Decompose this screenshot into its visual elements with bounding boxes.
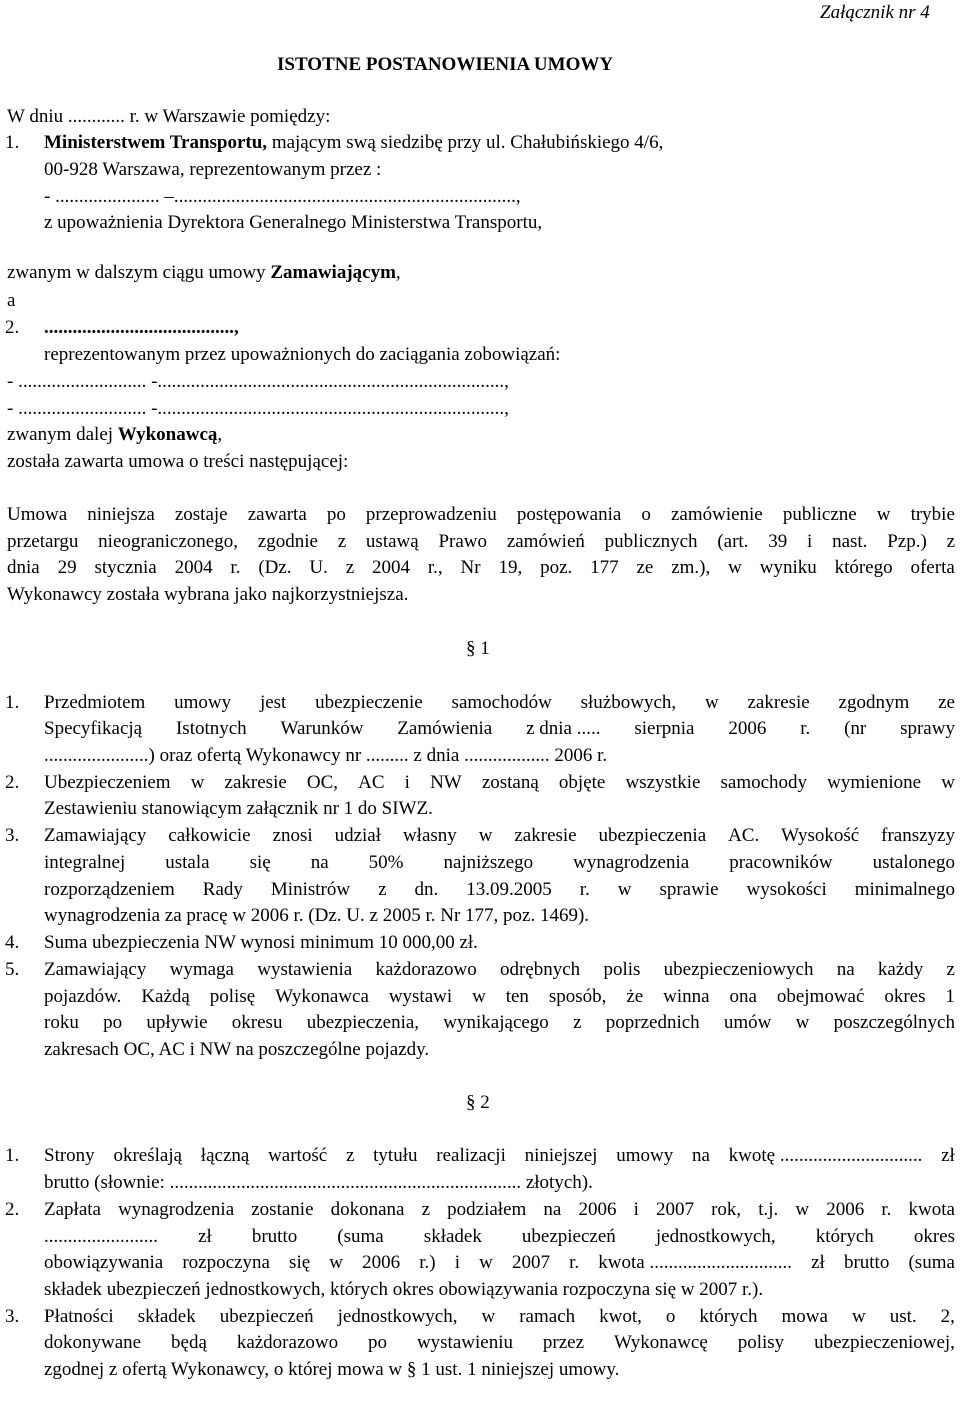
word: U. — [309, 557, 328, 578]
word: okres — [913, 1226, 955, 1247]
word: na — [691, 1145, 710, 1166]
word: r. — [230, 557, 241, 578]
s1-p5-line-2 — [44, 984, 955, 1011]
word: określają — [113, 1145, 183, 1166]
word: rozporządzeniem — [44, 879, 175, 900]
word: brutto — [251, 1226, 298, 1247]
word: sierpnia — [634, 718, 695, 739]
word: o — [641, 504, 651, 525]
s1-p2-number: 2. — [5, 772, 20, 793]
word: wymaga — [169, 959, 234, 980]
word: po — [368, 1332, 388, 1353]
word: postępowania — [516, 504, 622, 525]
s2-p3-number: 3. — [5, 1306, 20, 1327]
word: poszczególnych — [833, 1012, 955, 1033]
word: jest — [259, 692, 287, 713]
party1-line3: - ...................... –........................................................................, — [44, 186, 521, 207]
zamawiajacy-name: Zamawiającym — [270, 262, 396, 283]
word: realizacji — [436, 1145, 506, 1166]
word: odrębnych — [499, 959, 581, 980]
word: na — [836, 959, 855, 980]
s1-p5-line-1 — [44, 957, 955, 984]
word: Zamawiający — [44, 825, 147, 846]
s1-p2-line-2: Zestawieniu stanowiącym załącznik nr 1 do SIWZ. — [44, 798, 433, 819]
word: polisę — [209, 986, 256, 1007]
word: Pzp.) — [887, 531, 927, 552]
word: kwot, — [599, 1306, 642, 1327]
zamawiajacy-line — [7, 260, 401, 287]
and-word: a — [7, 290, 16, 311]
word: samochodów — [451, 692, 552, 713]
wykonawca-prefix: zwanym dalej — [7, 424, 118, 445]
s1-p1-line-2 — [44, 716, 955, 743]
word: w — [481, 1306, 496, 1327]
word: z — [378, 879, 387, 900]
word: ona — [729, 986, 757, 1007]
intro-line-1 — [7, 502, 955, 529]
word: z — [573, 1012, 582, 1033]
word: na — [543, 1199, 562, 1220]
word: umowy — [174, 692, 232, 713]
party1-name: Ministerstwem Transportu, — [44, 132, 268, 153]
word: zostanie — [251, 1199, 314, 1220]
word: ubezpieczenia — [598, 825, 707, 846]
word: kwota — [908, 1199, 955, 1220]
s1-p3-line-3 — [44, 877, 955, 904]
word: Wysokość — [781, 825, 860, 846]
party1-number: 1. — [5, 132, 20, 153]
word: wynikającego — [443, 1012, 549, 1033]
word: w — [617, 879, 632, 900]
word: dnia — [7, 557, 40, 578]
word: Strony — [44, 1145, 95, 1166]
word: dokonana — [330, 1199, 405, 1220]
word: r. — [569, 1252, 580, 1273]
word: r. — [579, 879, 590, 900]
word: w — [704, 692, 719, 713]
word: r., — [427, 557, 443, 578]
word: 39 — [768, 531, 788, 552]
word: ramach — [519, 1306, 576, 1327]
word: się — [249, 852, 271, 873]
word: w — [190, 772, 205, 793]
word: jednostkowych, — [655, 1226, 776, 1247]
word: składek — [137, 1306, 196, 1327]
word: w — [728, 557, 742, 578]
word: NW — [430, 772, 462, 793]
word: w — [795, 1012, 810, 1033]
word: samochody — [720, 772, 808, 793]
word: dn. — [414, 879, 439, 900]
word: z — [421, 1199, 431, 1220]
s2-p2-line-3 — [44, 1250, 955, 1277]
word: których — [815, 1226, 874, 1247]
word: przeprowadzeniu — [365, 504, 497, 525]
word: będą — [171, 1332, 207, 1353]
wykonawca-name: Wykonawcą — [117, 424, 218, 445]
zamawiajacy-suffix: , — [395, 262, 401, 283]
representative-line-2: - ........................... -........................................................................., — [7, 398, 509, 419]
word: zawarta — [247, 504, 307, 525]
word: t.j. — [758, 1199, 779, 1220]
word: rozpoczyna — [182, 1252, 270, 1273]
party1-line2: 00-928 Warszawa, reprezentowanym przez : — [44, 159, 382, 180]
word: r.) — [419, 1252, 436, 1273]
word: z dnia ..... — [526, 718, 601, 739]
word: najniższego — [443, 852, 534, 873]
s2-p3-line-3: zgodnej z ofertą Wykonawcy, o której mowa w § 1 ust. 1 niniejszej umowy. — [44, 1359, 620, 1380]
word: 2007 — [655, 1199, 694, 1220]
word: nast. — [832, 531, 868, 552]
word: 2, — [940, 1306, 955, 1327]
word: służbowych, — [580, 692, 677, 713]
party2-name: ........................................, — [44, 317, 239, 338]
word: ust. — [889, 1306, 917, 1327]
word: których — [699, 1306, 758, 1327]
word: Nr — [460, 557, 481, 578]
word: ustawą — [365, 531, 419, 552]
word: z — [345, 1145, 355, 1166]
word: upływie — [146, 1012, 208, 1033]
word: obowiązywania — [44, 1252, 164, 1273]
word: zm.), — [671, 557, 711, 578]
word: 2007 — [512, 1252, 551, 1273]
s2-p2-line-4: składek ubezpieczeń jednostkowych, których okres obowiązywania rozpoczyna się w 2007 r.). — [44, 1279, 764, 1300]
word: publiczne — [782, 504, 857, 525]
word: (nr — [844, 718, 867, 739]
word: którego — [834, 557, 893, 578]
word: zakresie — [747, 692, 810, 713]
word: Zapłata — [44, 1199, 101, 1220]
word: 2006 — [362, 1252, 401, 1273]
word: przetargu — [7, 531, 79, 552]
word: i — [404, 772, 410, 793]
word: w — [851, 1306, 866, 1327]
word: nieograniczonego, — [98, 531, 238, 552]
word: Wykonawcę — [613, 1332, 708, 1353]
s2-p1-number: 1. — [5, 1145, 20, 1166]
word: zamówienie — [670, 504, 763, 525]
word: integralnej — [44, 852, 126, 873]
word: zamówień — [506, 531, 585, 552]
word: pojazdów. — [44, 986, 122, 1007]
date-line: W dniu ............ r. w Warszawie pomiędzy: — [7, 106, 331, 127]
word: Ministrów — [270, 879, 351, 900]
word: niniejsza — [87, 504, 155, 525]
s1-p5-line-3 — [44, 1010, 955, 1037]
word: Zamawiający — [44, 959, 147, 980]
word: zostaje — [174, 504, 228, 525]
word: (suma — [908, 1252, 955, 1273]
s1-p5-number: 5. — [5, 959, 20, 980]
word: Każdą — [141, 986, 190, 1007]
word: poz. — [540, 557, 573, 578]
word: 1 — [945, 986, 955, 1007]
word: zgodnie — [257, 531, 318, 552]
word: oferta — [910, 557, 955, 578]
word: się — [289, 1252, 311, 1273]
party2-line2: reprezentowanym przez upoważnionych do zaciągania zobowiązań: — [44, 344, 561, 365]
word: wynagrodzenia — [118, 1199, 235, 1220]
word: okresu — [231, 1012, 283, 1033]
word: Ubezpieczeniem — [44, 772, 171, 793]
word: ubezpieczeń — [521, 1226, 616, 1247]
s1-p3-number: 3. — [5, 825, 20, 846]
word: zł — [941, 1145, 955, 1166]
word: dokonywane — [44, 1332, 142, 1353]
word: ten — [505, 986, 529, 1007]
word: obejmować — [776, 986, 865, 1007]
word: podziałem — [447, 1199, 527, 1220]
word: Umowa — [7, 504, 68, 525]
s1-p1-line-3: ......................) oraz ofertą Wykonawcy nr ......... z dnia .................. 2006 r. — [44, 745, 608, 766]
word: wystawieniu — [416, 1332, 513, 1353]
word: jednostkowych, — [337, 1306, 458, 1327]
word: ubezpieczeniowych — [663, 959, 814, 980]
word: Płatności — [44, 1306, 114, 1327]
s1-p3-line-4: wynagrodzenia za pracę w 2006 r. (Dz. U. z 2005 r. Nr 177, poz. 1469). — [44, 905, 590, 926]
section2-heading: § 2 — [466, 1092, 490, 1113]
word: w — [472, 986, 486, 1007]
word: okres — [884, 986, 926, 1007]
word: Specyfikacją — [44, 718, 143, 739]
s2-p2-line-1 — [44, 1197, 955, 1224]
word: wyniku — [759, 557, 817, 578]
party2-number: 2. — [5, 317, 20, 338]
word: wynagrodzenia — [573, 852, 690, 873]
s2-p1-line-2: brutto (słownie: .......................................................................... złotych). — [44, 1172, 593, 1193]
word: poprzednich — [605, 1012, 700, 1033]
word: każdorazowo — [236, 1332, 339, 1353]
word: sprawie — [659, 879, 719, 900]
word: franszyzy — [881, 825, 955, 846]
word: publicznych — [604, 531, 698, 552]
word: 2006 — [826, 1199, 865, 1220]
word: własny — [402, 825, 457, 846]
word: AC. — [728, 825, 760, 846]
intro-line-4: Wykonawcy została wybrana jako najkorzystniejsza. — [7, 584, 409, 605]
document-title: ISTOTNE POSTANOWIENIA UMOWY — [277, 54, 614, 75]
word: mowa — [781, 1306, 828, 1327]
word: zakresie — [224, 772, 287, 793]
word: ........................ — [44, 1226, 158, 1247]
word: zł — [811, 1252, 825, 1273]
word: 29 — [57, 557, 77, 578]
word: wszystkie — [625, 772, 701, 793]
s1-p1-number: 1. — [5, 692, 20, 713]
s2-p3-line-2 — [44, 1330, 955, 1357]
intro-line-2 — [7, 529, 955, 556]
word: brutto — [843, 1252, 890, 1273]
word: w — [876, 504, 891, 525]
word: 2004 — [174, 557, 213, 578]
word: z — [946, 959, 955, 980]
word: zgodnym — [838, 692, 910, 713]
word: każdorazowo — [375, 959, 477, 980]
s2-p2-number: 2. — [5, 1199, 20, 1220]
s1-p4-line-1: Suma ubezpieczenia NW wynosi minimum 10 000,00 zł. — [44, 932, 478, 953]
s1-p1-line-1 — [44, 690, 955, 717]
word: w — [941, 772, 955, 793]
s2-p2-line-2 — [44, 1224, 955, 1251]
word: udział — [334, 825, 381, 846]
word: Warunków — [280, 718, 364, 739]
word: 13.09.2005 — [466, 879, 552, 900]
word: kwota .............................. — [598, 1252, 792, 1273]
word: Wykonawca — [275, 986, 369, 1007]
party1-line4: z upoważnienia Dyrektora Generalnego Ministerstwa Transportu, — [44, 212, 543, 233]
word: każdy — [877, 959, 924, 980]
word: Zamówienia — [397, 718, 493, 739]
word: łączną — [200, 1145, 250, 1166]
word: ubezpieczeń — [219, 1306, 314, 1327]
word: Przedmiotem — [44, 692, 146, 713]
word: w — [478, 825, 493, 846]
word: o — [665, 1306, 676, 1327]
word: stycznia — [94, 557, 157, 578]
word: 177 — [590, 557, 619, 578]
word: że — [626, 986, 644, 1007]
word: niniejszej — [524, 1145, 598, 1166]
word: w — [329, 1252, 344, 1273]
word: sprawy — [900, 718, 955, 739]
word: trybie — [910, 504, 955, 525]
word: i — [633, 1199, 639, 1220]
word: całkowicie — [168, 825, 251, 846]
word: 2006 — [728, 718, 767, 739]
word: winna — [663, 986, 710, 1007]
word: po — [103, 1012, 123, 1033]
word: minimalnego — [854, 879, 955, 900]
word: wystawi — [388, 986, 453, 1007]
word: kwotę .............................. — [728, 1145, 923, 1166]
word: polis — [603, 959, 641, 980]
word: zakresie — [514, 825, 577, 846]
word: ze — [938, 692, 955, 713]
word: tytułu — [373, 1145, 418, 1166]
word: ubezpieczenia, — [306, 1012, 420, 1033]
word: wartość — [268, 1145, 328, 1166]
word: wystawienia — [257, 959, 353, 980]
word: z — [337, 531, 347, 552]
word: objęte — [558, 772, 606, 793]
word: Istotnych — [175, 718, 247, 739]
concluded-line: została zawarta umowa o treści następującej: — [7, 451, 349, 472]
word: 2004 — [372, 557, 411, 578]
word: rok, — [711, 1199, 742, 1220]
word: zostaną — [481, 772, 539, 793]
word: OC, — [306, 772, 339, 793]
word: ze — [636, 557, 654, 578]
s2-p3-line-1 — [44, 1304, 955, 1331]
s1-p4-number: 4. — [5, 932, 20, 953]
word: ustalonego — [872, 852, 955, 873]
word: pracowników — [729, 852, 833, 873]
word: z — [345, 557, 355, 578]
word: umowy — [616, 1145, 674, 1166]
word: polisy — [737, 1332, 785, 1353]
word: wymienione — [827, 772, 922, 793]
word: 2006 — [578, 1199, 617, 1220]
word: r. — [800, 718, 811, 739]
word: (Dz. — [258, 557, 292, 578]
word: sposób, — [548, 986, 607, 1007]
word: składek — [423, 1226, 482, 1247]
word: i — [454, 1252, 461, 1273]
word: r. — [881, 1199, 892, 1220]
word: na — [310, 852, 329, 873]
party1-address: mającym swą siedzibę przy ul. Chałubińskiego 4/6, — [267, 132, 664, 153]
attachment-label: Załącznik nr 4 — [820, 2, 930, 23]
word: roku — [44, 1012, 79, 1033]
s1-p2-line-1 — [44, 770, 955, 797]
word: 50% — [368, 852, 404, 873]
s1-p3-line-2 — [44, 850, 955, 877]
word: Prawo — [438, 531, 488, 552]
word: 19, — [498, 557, 523, 578]
word: znosi — [272, 825, 313, 846]
party1-line1 — [44, 130, 663, 157]
representative-line-1: - ........................... -........................................................................., — [7, 371, 509, 392]
word: ustala — [165, 852, 210, 873]
word: ubezpieczeniowej, — [814, 1332, 955, 1353]
s1-p5-line-4: zakresach OC, AC i NW na poszczególne pojazdy. — [44, 1039, 430, 1060]
word: wysokości — [746, 879, 827, 900]
intro-line-3 — [7, 555, 955, 582]
word: i — [807, 531, 813, 552]
wykonawca-suffix: , — [217, 424, 223, 445]
word: po — [326, 504, 346, 525]
word: w — [479, 1252, 493, 1273]
s1-p3-line-1 — [44, 823, 955, 850]
s2-p1-line-1 — [44, 1143, 955, 1170]
zamawiajacy-prefix: zwanym w dalszym ciągu umowy — [7, 262, 271, 283]
word: ubezpieczenie — [315, 692, 423, 713]
word: przez — [542, 1332, 585, 1353]
word: umów — [723, 1012, 772, 1033]
section1-heading: § 1 — [466, 638, 490, 659]
wykonawca-line — [7, 422, 222, 449]
word: w — [795, 1199, 810, 1220]
word: (suma — [337, 1226, 384, 1247]
word: AC — [358, 772, 385, 793]
word: Rady — [202, 879, 243, 900]
word: z — [946, 531, 955, 552]
word: zł — [198, 1226, 212, 1247]
word: (art. — [717, 531, 749, 552]
